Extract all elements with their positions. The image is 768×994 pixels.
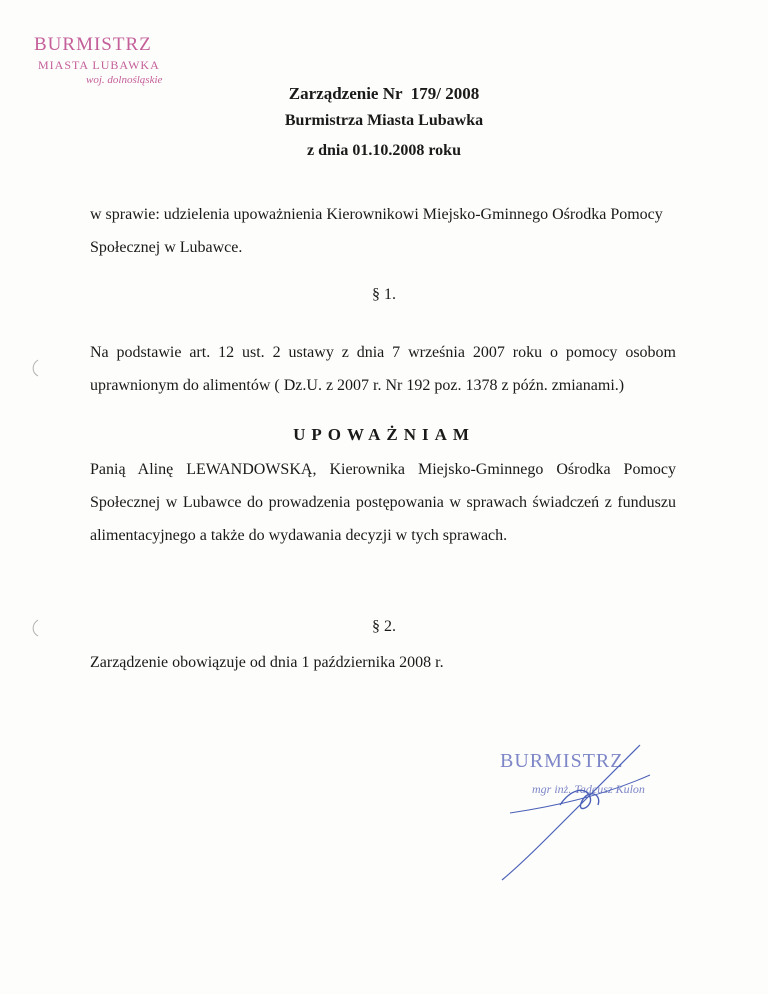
stamp-region: woj. dolnośląskie: [86, 74, 163, 86]
authorization-heading: UPOWAŻNIAM: [293, 425, 475, 444]
authorization-paragraph: Panią Alinę LEWANDOWSKĄ, Kierownika Miejsko-Gminnego Ośrodka Pomocy Społecznej w Lubawce do prowadzenia postępowania w sprawach świadczeń z funduszu alimentacyjnego a także do wydawania decyzji w tych sprawach.: [90, 461, 676, 544]
signature-stamp-name: mgr inż. Tadeusz Kulon: [532, 782, 645, 796]
subject-paragraph: w sprawie: udzielenia upoważnienia Kierownikowi Miejsko-Gminnego Ośrodka Pomocy Społecznej w Lubawce.: [90, 206, 663, 256]
margin-punch-mark: [26, 358, 40, 378]
document-title: Zarządzenie Nr 179/ 2008: [288, 84, 480, 103]
section-1-marker: § 1.: [372, 286, 396, 303]
stamp-title: BURMISTRZ: [34, 34, 152, 55]
document-date: z dnia 01.10.2008 roku: [307, 142, 461, 159]
signature-stamp-title: BURMISTRZ: [500, 750, 624, 772]
margin-punch-mark: [26, 618, 40, 638]
stamp-city: MIASTA LUBAWKA: [38, 58, 160, 72]
legal-basis-paragraph: Na podstawie art. 12 ust. 2 ustawy z dnia 7 września 2007 roku o pomocy osobom uprawnionym do alimentów ( Dz.U. z 2007 r. Nr 192 poz. 1378 z późn. zmianami.): [90, 344, 676, 394]
section-2-marker: § 2.: [372, 618, 396, 635]
document-issuer: Burmistrza Miasta Lubawka: [284, 112, 484, 129]
effective-date-paragraph: Zarządzenie obowiązuje od dnia 1 października 2008 r.: [90, 654, 444, 671]
handwritten-signature: [490, 735, 670, 885]
